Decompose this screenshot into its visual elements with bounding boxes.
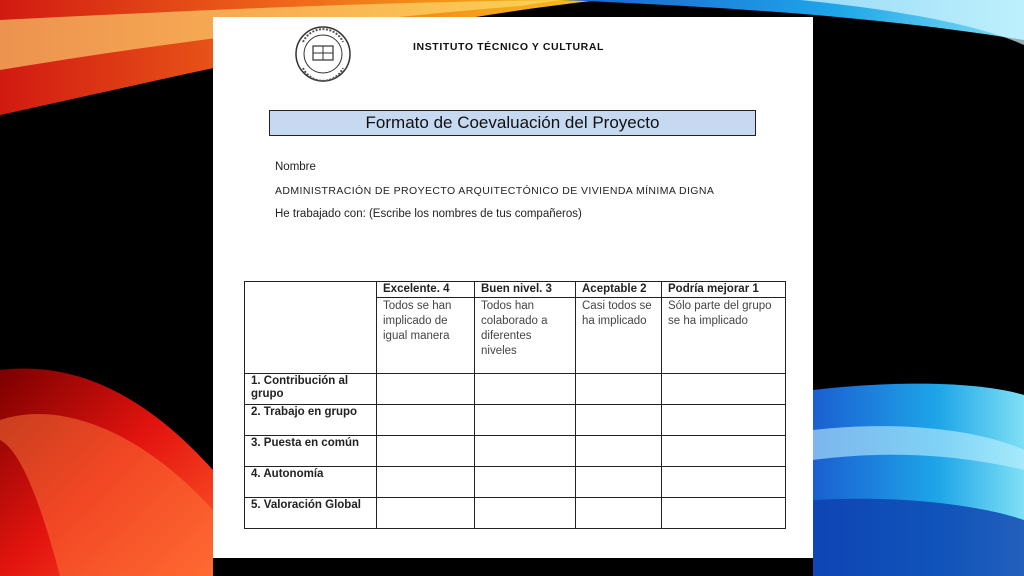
table-row [245,374,786,405]
header-aceptable: Aceptable 2 [576,282,662,298]
score-cell[interactable] [662,374,786,405]
criterion-label: 1. Contribución al grupo [245,374,377,405]
document-title: Formato de Coevaluación del Proyecto [269,110,756,136]
score-cell[interactable] [662,498,786,529]
score-cell[interactable] [377,436,475,467]
score-cell[interactable] [377,467,475,498]
project-name: ADMINISTRACIÓN DE PROYECTO ARQUITECTÓNICO DE VIVIENDA MÍNIMA DIGNA [275,185,715,197]
score-cell[interactable] [475,467,576,498]
score-cell[interactable] [576,436,662,467]
header-excelente: Excelente. 4 [377,282,475,298]
document-page [213,17,813,558]
score-cell[interactable] [377,498,475,529]
score-cell[interactable] [662,436,786,467]
table-row [245,498,786,529]
score-cell[interactable] [576,374,662,405]
criterion-label: 3. Puesta en común [245,436,377,467]
institute-seal [293,25,353,83]
score-cell[interactable] [475,498,576,529]
score-cell[interactable] [576,405,662,436]
score-cell[interactable] [377,374,475,405]
table-row [245,405,786,436]
score-cell[interactable] [377,405,475,436]
table-row [245,467,786,498]
institute-name: INSTITUTO TÉCNICO Y CULTURAL [413,41,605,53]
coevaluation-table [244,281,786,529]
desc-aceptable: Casi todos se ha implicado [576,298,662,374]
score-cell[interactable] [662,405,786,436]
score-cell[interactable] [662,467,786,498]
nombre-label: Nombre [275,161,316,173]
worked-with-label: He trabajado con: (Escribe los nombres de tus compañeros) [275,208,582,220]
score-cell[interactable] [475,374,576,405]
score-cell[interactable] [576,498,662,529]
desc-podria-mejorar: Sólo parte del grupo se ha implicado [662,298,786,374]
header-buen-nivel: Buen nivel. 3 [475,282,576,298]
criterion-label: 4. Autonomía [245,467,377,498]
table-row [245,436,786,467]
score-cell[interactable] [475,436,576,467]
criterion-label: 2. Trabajo en grupo [245,405,377,436]
desc-excelente: Todos se han implicado de igual manera [377,298,475,374]
score-cell[interactable] [475,405,576,436]
criterion-label: 5. Valoración Global [245,498,377,529]
header-podria-mejorar: Podría mejorar 1 [662,282,786,298]
table-corner-cell [245,282,377,374]
score-cell[interactable] [576,467,662,498]
desc-buen-nivel: Todos han colaborado a diferentes niveles [475,298,576,374]
